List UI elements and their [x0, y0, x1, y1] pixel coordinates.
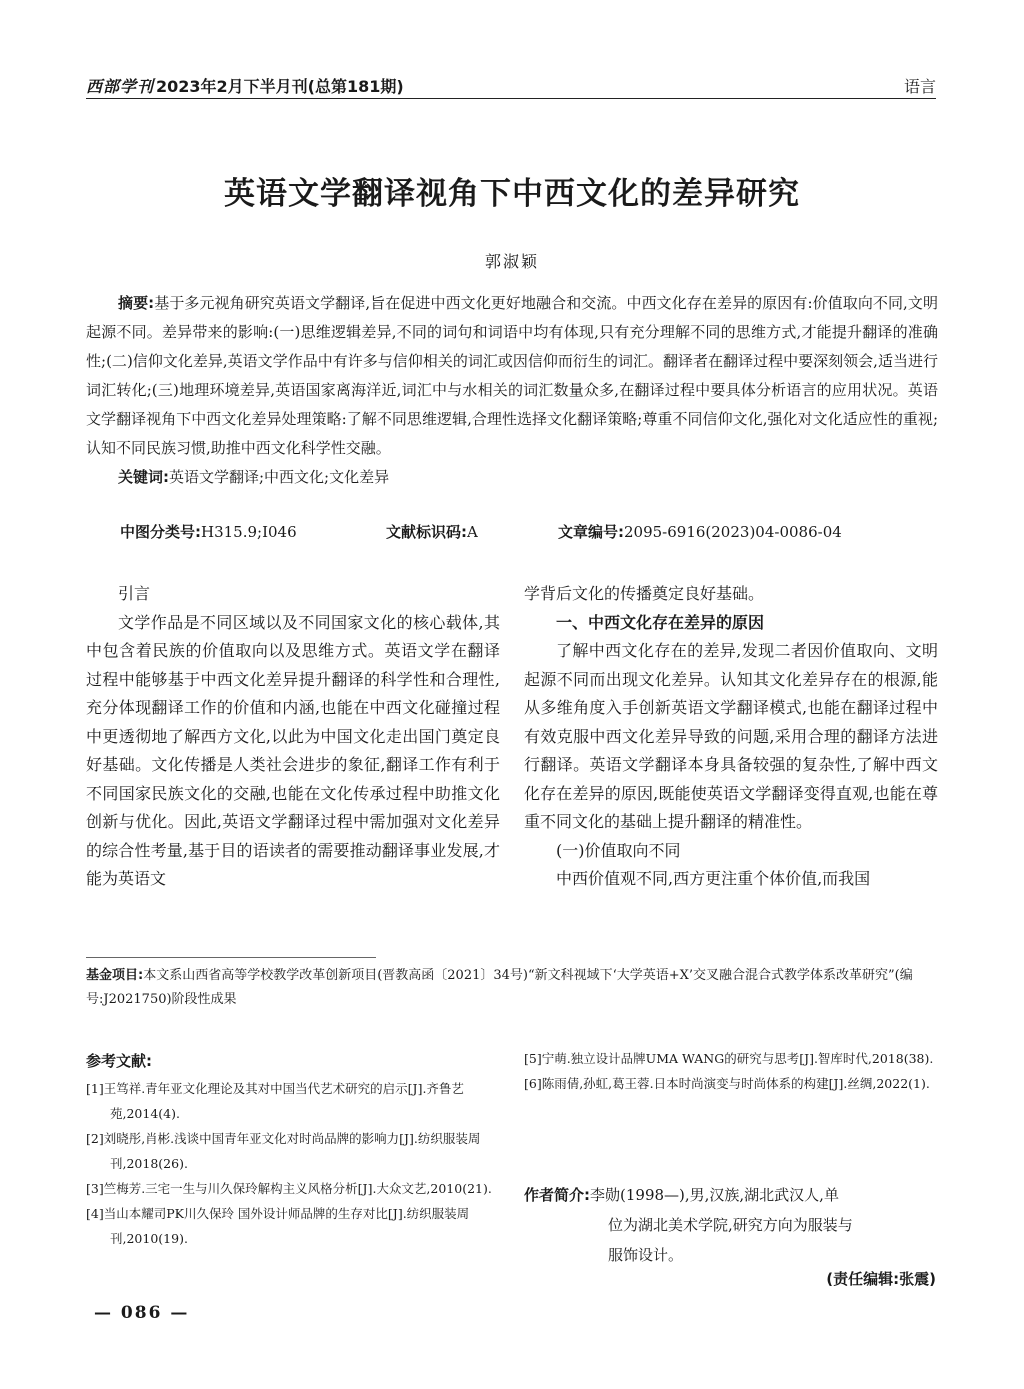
continued-text: 学背后文化的传播奠定良好基础。: [524, 584, 765, 603]
section-1-paragraph: 了解中西文化存在的差异,发现二者因价值取向、文明起源不同而出现文化差异。认知其文化差异存在的根源,能从多维角度入手创新英语文学翻译模式,也能在翻译过程中有效克服中西文化差异导致的问题,采用合理的翻译方法进行翻译。英语文学翻译本身具备较强的复杂性,了解中西文化存在差异的原因,既能使英语文学翻译变得直观,也能在尊重不同文化的基础上提升翻译的精准性。: [524, 641, 938, 831]
section-heading-1: 一、中西文化存在差异的原因: [556, 612, 765, 632]
keywords-line: [86, 463, 938, 492]
article-number-value: 2095-6916(2023)04-0086-04: [624, 523, 842, 541]
doc-code: [386, 521, 478, 542]
fund-label: 基金项目:: [86, 968, 144, 983]
abstract-paragraph: [86, 289, 938, 463]
author-bio-text: 李勋(1998—),男,汉族,湖北武汉人,单: [590, 1186, 839, 1204]
reference-item: [5]宁萌.独立设计品牌UMA WANG的研究与思考[J].智库时代,2018(38).: [524, 1051, 934, 1066]
doc-label: 文献标识码:: [386, 523, 467, 541]
article-author: 郭淑颖: [484, 252, 539, 271]
clc-code: [120, 521, 297, 542]
clc-value: H315.9;I046: [201, 523, 297, 541]
header-divider: [86, 98, 936, 99]
body-left-column: [86, 580, 500, 894]
fund-note: [86, 964, 938, 1012]
references-heading: 参考文献:: [86, 1052, 152, 1070]
clc-label: 中图分类号:: [120, 523, 201, 541]
doc-value: A: [467, 523, 478, 541]
reference-item: [3]竺梅芳.三宅一生与川久保玲解构主义风格分析[J].大众文艺,2010(21).: [86, 1181, 492, 1196]
reference-item: [2]刘晓彤,肖彬.浅谈中国青年亚文化对时尚品牌的影响力[J].纺织服装周刊,2018(26).: [86, 1131, 481, 1171]
issue-info: 2023年2月下半月刊(总第181期): [156, 77, 404, 96]
footnote-divider: [86, 957, 376, 958]
section-label: 语言: [903, 77, 936, 96]
intro-paragraph: 文学作品是不同区域以及不同国家文化的核心载体,其中包含着民族的价值取向以及思维方式。英语文学在翻译过程中能够基于中西文化差异提升翻译的科学性和合理性,充分体现翻译工作的价值和内涵,也能在中西文化碰撞过程中更透彻地了解西方文化,以此为中国文化走出国门奠定良好基础。文化传播是人类社会进步的象征,翻译工作有利于不同国家民族文化的交融,也能在文化传承过程中助推文化创新与优化。因此,英语文学翻译过程中需加强对文化差异的综合性考量,基于目的语读者的需要推动翻译事业发展,才能为英语文: [86, 612, 500, 888]
abstract-text: 基于多元视角研究英语文学翻译,旨在促进中西文化更好地融合和交流。中西文化存在差异的原因有:价值取向不同,文明起源不同。差异带来的影响:(一)思维逻辑差异,不同的词句和词语中均有体现,只有充分理解不同的思维方式,才能提升翻译的准确性;(二)信仰文化差异,英语文学作品中有许多与信仰相关的词汇或因信仰而衍生的词汇。翻译者在翻译过程中要深刻领会,适当进行词汇转化;(三)地理环境差异,英语国家离海洋近,词汇中与水相关的词汇数量众多,在翻译过程中要具体分析语言的应用状况。英语文学翻译视角下中西文化差异处理策略:了解不同思维逻辑,合理性选择文化翻译策略;尊重不同信仰文化,强化对文化适应性的重视;认知不同民族习惯,助推中西文化科学性交融。: [86, 294, 938, 457]
journal-logo: 西部学刊: [86, 77, 155, 96]
reference-item: [1]王笃祥.青年亚文化理论及其对中国当代艺术研究的启示[J].齐鲁艺苑,2014(4).: [86, 1081, 464, 1121]
keywords-text: 英语文学翻译;中西文化;文化差异: [169, 468, 390, 486]
keywords-label: 关键词:: [118, 468, 169, 486]
page-number: — 086 —: [94, 1303, 190, 1323]
author-bio-line: [524, 1180, 938, 1210]
intro-heading: 引言: [118, 584, 151, 603]
article-title: 英语文学翻译视角下中西文化的差异研究: [224, 176, 800, 212]
abstract-block: [86, 289, 938, 492]
editor-note: (责任编辑:张震): [826, 1270, 936, 1288]
subsection-heading-1: (一)价值取向不同: [556, 840, 681, 860]
author-bio: [524, 1180, 938, 1270]
reference-item: [4]当山本耀司PK川久保玲 国外设计师品牌的生存对比[J].纺织服装周刊,2010(19).: [86, 1206, 470, 1246]
article-number-label: 文章编号:: [558, 523, 624, 541]
article-number: [558, 521, 842, 542]
author-bio-line: 服饰设计。: [608, 1246, 684, 1264]
reference-item: [6]陈雨倩,孙虹,葛王蓉.日本时尚演变与时尚体系的构建[J].丝绸,2022(1).: [524, 1076, 930, 1091]
subsection-1-paragraph: 中西价值观不同,西方更注重个体价值,而我国: [556, 869, 871, 888]
references-left: [86, 1076, 500, 1251]
fund-text: 本文系山西省高等学校教学改革创新项目(晋教高函〔2021〕34号)“新文科视域下‘大学英语+X’交叉融合混合式教学体系改革研究”(编号:J2021750)阶段性成果: [86, 968, 913, 1007]
abstract-label: 摘要:: [118, 294, 155, 312]
journal-header: [86, 74, 404, 97]
references-right: [524, 1046, 938, 1096]
author-bio-label: 作者简介:: [524, 1186, 590, 1204]
author-bio-line: 位为湖北美术学院,研究方向为服装与: [608, 1216, 853, 1234]
body-right-column: [524, 580, 938, 894]
